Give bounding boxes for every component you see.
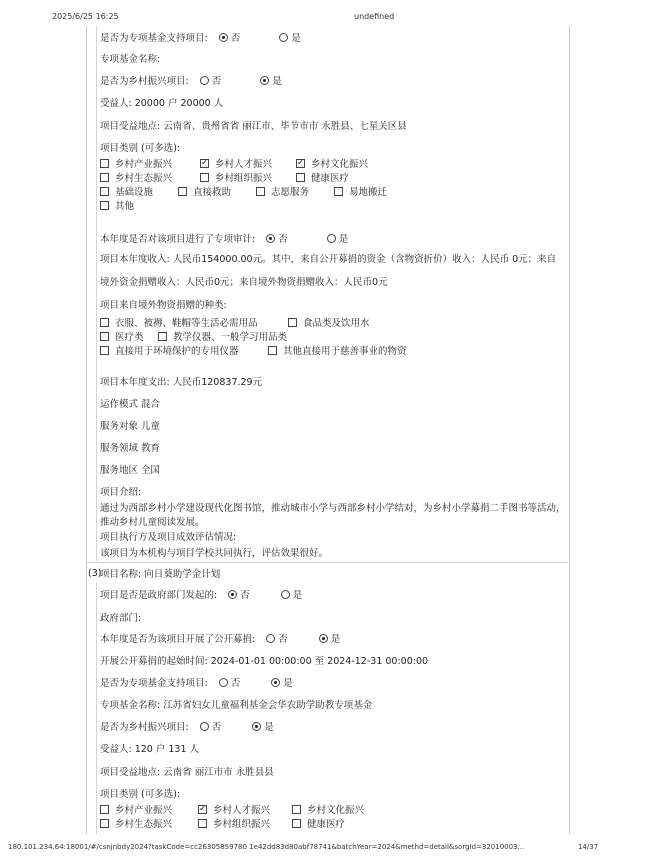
category-checkbox[interactable] (100, 187, 109, 196)
public-yes-radio[interactable] (319, 634, 328, 643)
rural-yes-radio-3[interactable] (252, 722, 261, 731)
rural-no-radio[interactable] (200, 76, 209, 85)
beneficiary: 受益人: 20000 户 20000 人 (100, 98, 224, 109)
donation-checkbox[interactable] (268, 346, 277, 355)
donation-checkbox[interactable] (100, 332, 109, 341)
category-checkbox[interactable] (100, 805, 109, 814)
income-line-2: 境外资金捐赠收入：人民币0元；来自境外物资捐赠收入：人民币0元 (100, 277, 388, 288)
donation-type-label: 项目来自境外物资捐赠的种类: (100, 300, 227, 311)
category-checkbox[interactable] (292, 805, 301, 814)
inner-frame-line (96, 26, 97, 561)
category-checkbox[interactable] (100, 201, 109, 210)
category-checkbox[interactable] (296, 173, 305, 182)
page-number: 14/37 (578, 843, 599, 851)
category-checkbox[interactable] (100, 173, 109, 182)
donation-checkbox[interactable] (288, 318, 297, 327)
audit-yes-radio[interactable] (327, 234, 336, 243)
category-checkbox[interactable] (198, 819, 207, 828)
category-checkbox[interactable] (198, 805, 207, 814)
category-checkbox[interactable] (100, 159, 109, 168)
print-title: undefined (354, 12, 395, 21)
special-fund-name-3: 专项基金名称: 江苏省妇女儿童福利基金会华农助学助教专项基金 (100, 700, 373, 711)
intro-text: 通过为西部乡村小学建设现代化图书馆，推动城市小学与西部乡村小学结对，为乡村小学募捐二手图书等活动，推动乡村儿童阅读发展。 (100, 503, 566, 528)
project-name: 项目名称: 向日葵助学金计划 (100, 569, 221, 580)
category-checkbox[interactable] (292, 819, 301, 828)
donation-checkbox[interactable] (158, 332, 167, 341)
gov-department: 政府部门: (100, 613, 142, 624)
beneficiary-3: 受益人: 120 户 131 人 (100, 744, 200, 755)
category-checkbox[interactable] (256, 187, 265, 196)
donation-checkbox[interactable] (100, 318, 109, 327)
category-checkbox[interactable] (178, 187, 187, 196)
donation-checkbox[interactable] (100, 346, 109, 355)
income-line-1: 项目本年度收入: 人民币154000.00元。其中，来自公开募捐的资金（含物资折价）收入：人民币 0元；来自 (100, 254, 557, 265)
inner-frame-line-2 (96, 583, 97, 834)
annual-expense: 项目本年度支出: 人民币120837.29元 (100, 377, 263, 388)
gov-yes-radio[interactable] (281, 590, 290, 599)
operation-mode: 运作模式 混合 (100, 399, 161, 410)
category-checkbox[interactable] (200, 173, 209, 182)
special-fund-no-radio-3[interactable] (219, 678, 228, 687)
category-label-3: 项目类别 (可多选): (100, 789, 181, 800)
category-checkbox[interactable] (100, 819, 109, 828)
execution-label: 项目执行方及项目成效评估情况: (100, 532, 237, 543)
service-area: 服务地区 全国 (100, 465, 161, 476)
gov-question: 项目是否是政府部门发起的: 否 是 (100, 590, 303, 601)
special-fund-no-radio[interactable] (219, 33, 228, 42)
category-label: 项目类别 (可多选): (100, 143, 181, 154)
special-fund-question: 是否为专项基金支持项目: 否 是 (100, 33, 301, 44)
intro-label: 项目介绍: (100, 487, 142, 498)
section-separator (86, 562, 568, 563)
beneficiary-location-3: 项目受益地点: 云南省 丽江市市 永胜县县 (100, 767, 274, 778)
service-target: 服务对象 儿童 (100, 421, 161, 432)
audit-question: 本年度是否对该项目进行了专项审计: 否 是 (100, 234, 349, 245)
execution-text: 该项目为本机构与项目学校共同执行，评估效果很好。 (100, 548, 329, 559)
public-fundraising-question: 本年度是否为该项目开展了公开募捐: 否 是 (100, 634, 341, 645)
rural-question: 是否为乡村振兴项目: 否 是 (100, 76, 282, 87)
public-fundraising-period: 开展公开募捐的起始时间: 2024-01-01 00:00:00 至 2024-12-31 00:00:00 (100, 656, 429, 667)
category-checkbox[interactable] (200, 159, 209, 168)
category-checkbox[interactable] (296, 159, 305, 168)
beneficiary-location: 项目受益地点: 云南省、贵州省省 丽江市、毕节市市 永胜县、七星关区县 (100, 121, 407, 132)
project-index: (3) (88, 568, 102, 579)
print-url: 180.101.234.64:18001/#/csnjnbdy2024?taskCode=cc26305859780 1e42dd83d80abf78741&batchYear=2024&methd=detail&sorgId=32010003... (8, 843, 525, 851)
special-fund-question-3: 是否为专项基金支持项目: 否 是 (100, 678, 293, 689)
special-fund-name: 专项基金名称: (100, 54, 161, 65)
special-fund-yes-radio[interactable] (279, 33, 288, 42)
gov-no-radio[interactable] (228, 590, 237, 599)
service-field: 服务领域 教育 (100, 443, 161, 454)
audit-no-radio[interactable] (266, 234, 275, 243)
rural-no-radio-3[interactable] (200, 722, 209, 731)
category-checkbox[interactable] (334, 187, 343, 196)
rural-yes-radio[interactable] (260, 76, 269, 85)
public-no-radio[interactable] (266, 634, 275, 643)
special-fund-yes-radio-3[interactable] (271, 678, 280, 687)
rural-question-3: 是否为乡村振兴项目: 否 是 (100, 722, 274, 733)
print-datetime: 2025/6/25 16:25 (52, 12, 119, 21)
